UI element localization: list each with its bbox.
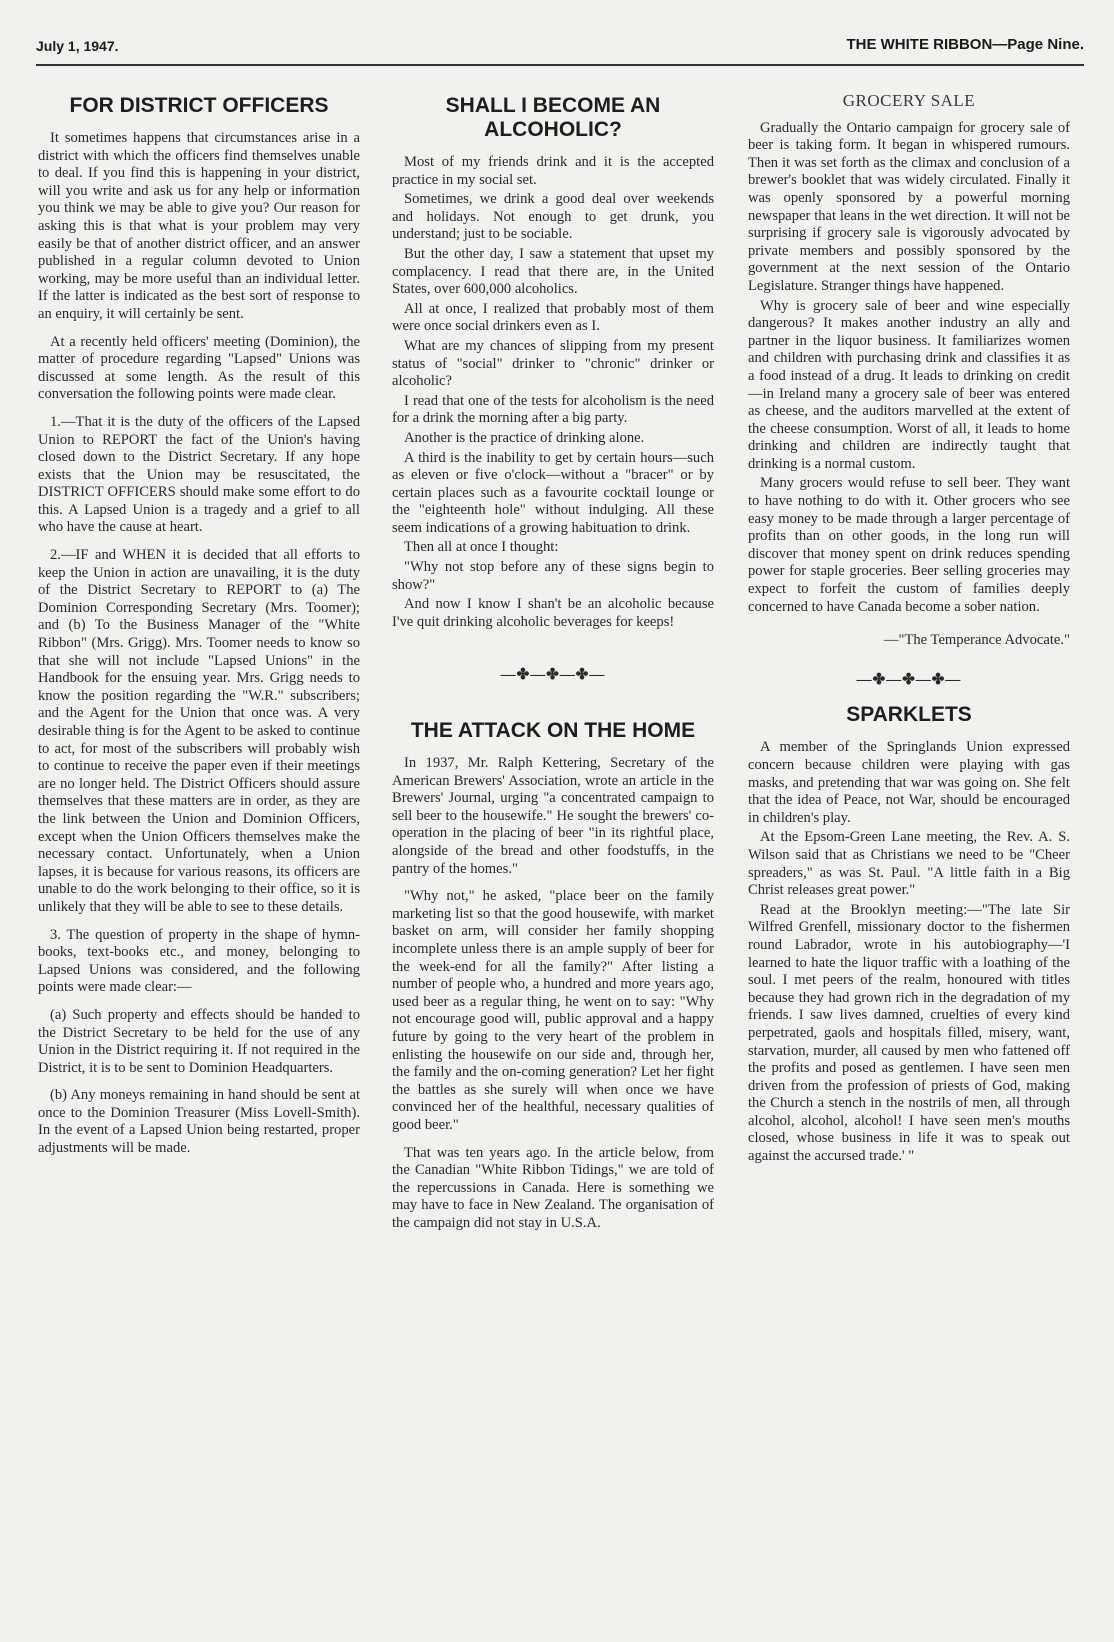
paragraph: Many grocers would refuse to sell beer. They want to have nothing to do with it. Other grocers who see easy money to be made through a larger percentage of profits than on other goods, in the long run will discover that money spent on drink reduces spending power for staple groceries. Beer selling groceries may expect to forfeit the custom of families deeply concerned to have Canada become a sober nation. bbox=[748, 475, 1070, 615]
column-district-officers bbox=[38, 84, 360, 1168]
heading-sparklets: SPARKLETS bbox=[846, 703, 972, 727]
paragraph: What are my chances of slipping from my present status of "social" drinker to "chronic" drinker or alcoholic? bbox=[392, 337, 714, 390]
paragraph: All at once, I realized that probably most of them were once social drinkers even as I. bbox=[392, 300, 714, 335]
paragraph: "Why not stop before any of these signs begin to show?" bbox=[392, 559, 714, 593]
paragraph: I read that one of the tests for alcoholism is the need for a drink the morning after a big party. bbox=[392, 392, 714, 427]
article-shall-i-become-alcoholic bbox=[392, 154, 714, 631]
paragraph: That was ten years ago. In the article below, from the Canadian "White Ribbon Tidings," we are told of the repercussions in Canada. Here is something we may have to face in New Zealand. The organisation of the campaign did not stay in U.S.A. bbox=[392, 1144, 714, 1231]
paragraph: At the Epsom-Green Lane meeting, the Rev. A. S. Wilson said that as Christians we need to be "Cheer spreaders," as was St. Paul. "A little faith in a Big Christ releases great power." bbox=[748, 829, 1070, 899]
heading-grocery-sale: GROCERY SALE bbox=[842, 91, 976, 110]
paragraph: But the other day, I saw a statement that upset my complacency. I read that there are, in the United States, over 600,000 alcoholics. bbox=[392, 245, 714, 298]
paragraph: Most of my friends drink and it is the accepted practice in my social set. bbox=[392, 154, 714, 188]
paragraph: (a) Such property and effects should be handed to the District Secretary to be held for the use of any Union in the District requiring it. If not required in the District, it is to be sent to Dominion Headquarters. bbox=[38, 1006, 360, 1076]
paragraph: A member of the Springlands Union expressed concern because children were playing with gas masks, and pretending that war was going on. She felt that the idea of Peace, not War, should be encouraged in children's play. bbox=[748, 739, 1070, 826]
header-rule bbox=[36, 64, 1084, 66]
heading-attack-on-the-home: THE ATTACK ON THE HOME bbox=[410, 719, 696, 743]
heading-district-officers: FOR DISTRICT OFFICERS bbox=[69, 94, 329, 117]
paragraph: A third is the inability to get by certain hours—such as eleven or five o'clock—without a "bracer" or by certain places such as a favourite cocktail lounge or the "eighteenth hole" without indulging. All these seem indications of a growing habituation to drink. bbox=[392, 449, 714, 536]
paragraph: 1.—That it is the duty of the officers of the Lapsed Union to REPORT the fact of the Union's having closed down to the District Secretary. If any hope exists that the Union may be resuscitated, the DISTRICT OFFICERS should make some effort to do this. A Lapsed Union is a tragedy and a grief to all who have the cause at heart. bbox=[38, 413, 360, 536]
paragraph: Why is grocery sale of beer and wine especially dangerous? It makes another industry an ally and partner in the liquor business. It familiarizes women and children with purchasing drink and classifies it as a food instead of a drug. It leads to drinking on credit—in Ireland many a grocery sale of beer was entered as cheese, and the auditors marvelled at the extent of the cheese consumption. Worst of all, it leads to home drinking and children are indirectly taught that drinking is a normal custom. bbox=[748, 297, 1070, 472]
column-alcoholic-and-attack bbox=[392, 84, 714, 1242]
paragraph: (b) Any moneys remaining in hand should be sent at once to the Dominion Treasurer (Miss Lovell-Smith). In the event of a Lapsed Union being restarted, proper adjustments will be made. bbox=[38, 1087, 360, 1157]
section-divider: —✤—✤—✤— bbox=[856, 671, 962, 688]
attribution: —"The Temperance Advocate." bbox=[883, 632, 1070, 649]
paragraph: Another is the practice of drinking alone. bbox=[404, 429, 645, 446]
issue-date: July 1, 1947. bbox=[36, 38, 119, 54]
heading-shall-i-become-alcoholic: SHALL I BECOME AN ALCOHOLIC? bbox=[445, 94, 661, 141]
paragraph: 3. The question of property in the shape of hymn-books, text-books etc., and money, belonging to Lapsed Unions was considered, and the following points were made clear:— bbox=[38, 926, 360, 996]
paragraph: Read at the Brooklyn meeting:—"The late Sir Wilfred Grenfell, missionary doctor to the fishermen round Labrador, wrote in his autobiography—'I learned to hate the liquor traffic with a loathing of the soul. I met peers of the realm, honoured with titles because they had grown rich in the degradation of my friends. I saw lives damned, cruelties of every kind perpetrated, gaols and hospitals filled, misery, want, starvation, murder, all caused by men who fattened off the profits and posed as gentlemen. I have seen men driven from the profession of priests of God, making the Church a stench in the nostrils of men, all through alcohol, alcohol, alcohol! I have seen men's mouths closed, whose business in life it was to speak out against the accursed trade.' " bbox=[748, 901, 1070, 1165]
paragraph: In 1937, Mr. Ralph Kettering, Secretary of the American Brewers' Association, wrote an article in the Brewers' Journal, urging "a concentrated campaign to sell beer to the housewife." He sought the brewers' co-operation in the placing of beer "in its rightful place, alongside of the bread and other foodstuffs, in the pantry of the homes." bbox=[392, 755, 714, 877]
page-header bbox=[36, 34, 1084, 60]
article-grocery-sale bbox=[748, 120, 1070, 617]
paragraph: Sometimes, we drink a good deal over weekends and holidays. Not enough to get drunk, you understand; just to be sociable. bbox=[392, 191, 714, 243]
article-sparklets bbox=[748, 739, 1070, 1165]
paragraph: And now I know I shan't be an alcoholic because I've quit drinking alcoholic beverages for keeps! bbox=[392, 596, 714, 630]
column-grocery-and-sparklets bbox=[748, 84, 1070, 1168]
paragraph: Then all at once I thought: bbox=[404, 539, 559, 556]
section-divider: —✤—✤—✤— bbox=[500, 667, 606, 684]
paragraph: Gradually the Ontario campaign for grocery sale of beer is taking form. It began in whispered rumours. Then it was set forth as the climax and conclusion of a brewer's booklet that was widely circulated. Finally it was openly sponsored by a powerful morning newspaper that leans in the wet direction. It will not be surprising if grocery sale is vigorously advocated by private members and possibly sponsored by the government at the next session of the Ontario Legislature. Stranger things have happened. bbox=[748, 119, 1070, 294]
paragraph: At a recently held officers' meeting (Dominion), the matter of procedure regarding "Lapsed" Unions was discussed at some length. As the result of this conversation the following points were made clear. bbox=[38, 333, 360, 403]
paragraph: "Why not," he asked, "place beer on the family marketing list so that the good housewife, with market basket on arm, will consider her family shopping incomplete unless there is an ample supply of beer for the week-end for all the family?" After listing a number of people who, a hundred and more years ago, used beer as a regular thing, he went on to say: "Why not encourage good will, public approval and a happy future by going to the very heart of the problem in enlisting the housewife on our side and, through her, the family and the on-coming generation? Let her fight the battles as she surely will when once we have convinced her of the healthful, necessary qualities of good beer." bbox=[392, 888, 714, 1133]
paragraph: It sometimes happens that circumstances arise in a district with which the officers find themselves unable to deal. If you find this is happening in your district, will you write and ask us for any help or information you think we may be able to give you? Our reason for asking this is that what is your problem may very easily be that of another district officer, and an answer published in a regular column devoted to Union working, may be more useful than an individual letter. If the latter is indicated as the best sort of response to an enquiry, it will certainly be sent. bbox=[38, 130, 360, 322]
publication-title: THE WHITE RIBBON—Page Nine. bbox=[846, 36, 1084, 53]
paragraph: 2.—IF and WHEN it is decided that all efforts to keep the Union in action are unavailing, it is the duty of the District Secretary to REPORT to (a) The Dominion Corresponding Secretary (Mrs. Toomer); and (b) To the Business Manager of the "White Ribbon" (Mrs. Grigg). Mrs. Toomer needs to know so that she will not include "Lapsed Unions" in the Handbook for the ensuing year. Mrs. Grigg needs to know the position regarding the "W.R." subscribers; and the Agent for the Union that once was. A very desirable thing is for the Agent to be asked to continue to act, for most of the subscribers will probably wish to continue to receive the paper even if their meetings are no longer held. The District Officers should assure themselves that these matters are in order, as they are the link between the Union and Dominion Officers, except when the Union Officers themselves make the necessary contact. Unfortunately, when a Union lapses, it is because for various reasons, its officers are unable to do the work belonging to their office, so it is unlikely that they will be able to see to these details. bbox=[38, 547, 360, 915]
